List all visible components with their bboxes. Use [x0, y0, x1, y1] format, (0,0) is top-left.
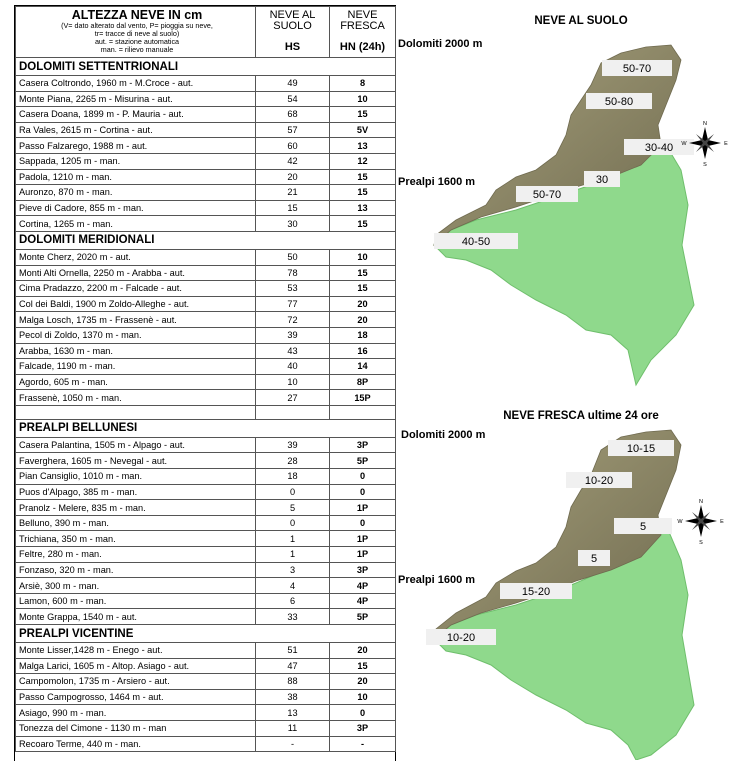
value-label: 30: [595, 174, 609, 186]
snow-depth-value: 39: [256, 327, 330, 343]
table-row: [16, 531, 396, 547]
station-name: Passo Falzarego, 1988 m - aut.: [16, 138, 256, 154]
value-label: 50-70: [622, 63, 652, 75]
fresh-snow-value: 0: [330, 705, 396, 721]
blank-cell: [256, 405, 330, 419]
table-row: [16, 658, 396, 674]
value-label: 10-15: [626, 443, 656, 455]
fresh-snow-value: 4P: [330, 578, 396, 594]
fresh-snow-value: 1P: [330, 531, 396, 547]
snow-depth-value: 78: [256, 265, 330, 281]
snow-data-table: [14, 5, 396, 761]
station-name: Cortina, 1265 m - man.: [16, 216, 256, 232]
snow-depth-value: 11: [256, 720, 330, 736]
snow-depth-value: 68: [256, 107, 330, 123]
table-row: [16, 359, 396, 375]
station-name: Casera Palantina, 1505 m - Alpago - aut.: [16, 437, 256, 453]
station-name: Belluno, 390 m - man.: [16, 515, 256, 531]
table-row: [16, 593, 396, 609]
blank-cell: [16, 405, 256, 419]
fresh-snow-title: NEVE FRESCA ultime 24 ore: [503, 410, 659, 422]
table-title: ALTEZZA NEVE IN cm: [71, 8, 203, 22]
section-header-row: [16, 625, 396, 643]
snow-depth-value: 43: [256, 343, 330, 359]
compass-e: E: [720, 519, 724, 525]
fresh-snow-value: 5V: [330, 122, 396, 138]
fresh-snow-value: 4P: [330, 593, 396, 609]
fresh-snow-value: 20: [330, 296, 396, 312]
value-label: 5: [639, 521, 647, 533]
fresh-snow-value: 15: [330, 658, 396, 674]
hn-code: HN (24h): [339, 41, 386, 53]
snow-depth-value: 27: [256, 390, 330, 406]
table-row: [16, 265, 396, 281]
table-row: [16, 720, 396, 736]
table-row: [16, 689, 396, 705]
station-name: Pecol di Zoldo, 1370 m - man.: [16, 327, 256, 343]
station-name: Asiago, 990 m - man.: [16, 705, 256, 721]
snow-depth-value: 1: [256, 547, 330, 563]
section-title: DOLOMITI MERIDIONALI: [16, 231, 256, 249]
value-label: 50-80: [604, 96, 634, 108]
station-name: Malga Losch, 1735 m - Frassenè - aut.: [16, 312, 256, 328]
snow-depth-value: 10: [256, 374, 330, 390]
compass-n: N: [699, 499, 703, 505]
value-label: 5: [590, 553, 598, 565]
snow-depth-value: 15: [256, 200, 330, 216]
snow-depth-value: 0: [256, 484, 330, 500]
station-name: Malga Larici, 1605 m - Altop. Asiago - aut.: [16, 658, 256, 674]
table-row: [16, 200, 396, 216]
fresh-snow-value: 13: [330, 138, 396, 154]
station-name: Casera Coltrondo, 1960 m - M.Croce - aut.: [16, 76, 256, 92]
section-filler: [256, 58, 330, 76]
table-row: [16, 469, 396, 485]
fresh-snow-value: 18: [330, 327, 396, 343]
station-name: Pieve di Cadore, 855 m - man.: [16, 200, 256, 216]
station-name: Feltre, 280 m - man.: [16, 547, 256, 563]
legend-line-2: tr= tracce di neve al suolo): [94, 29, 180, 38]
fresh-snow-value: 15: [330, 185, 396, 201]
snow-depth-value: 77: [256, 296, 330, 312]
compass-e: E: [724, 141, 728, 147]
snow-depth-value: 53: [256, 281, 330, 297]
section-title: DOLOMITI SETTENTRIONALI: [16, 58, 256, 76]
table-row: [16, 153, 396, 169]
table-row: [16, 578, 396, 594]
snow-depth-value: 54: [256, 91, 330, 107]
snow-depth-value: 33: [256, 609, 330, 625]
fresh-snow-value: 16: [330, 343, 396, 359]
value-label: 10-20: [446, 632, 476, 644]
fresh-snow-value: 15: [330, 265, 396, 281]
table-row: [16, 76, 396, 92]
section-filler: [256, 231, 330, 249]
fresh-snow-value: 20: [330, 674, 396, 690]
value-label: 15-20: [521, 586, 551, 598]
snow-depth-value: 38: [256, 689, 330, 705]
blank-row: [16, 405, 396, 419]
snow-ground-label-dolomiti: Dolomiti 2000 m: [398, 38, 483, 50]
table-row: [16, 643, 396, 659]
station-name: Puos d'Alpago, 385 m - man.: [16, 484, 256, 500]
fresh-snow-label-prealpi: Prealpi 1600 m: [398, 574, 476, 586]
section-header-row: [16, 231, 396, 249]
header-legend-cell: [16, 7, 256, 58]
snow-depth-value: 50: [256, 249, 330, 265]
fresh-snow-value: 12: [330, 153, 396, 169]
snow-depth-value: 49: [256, 76, 330, 92]
table-row: [16, 484, 396, 500]
station-name: Monti Alti Ornella, 2250 m - Arabba - aut.: [16, 265, 256, 281]
section-filler: [256, 625, 330, 643]
snow-depth-value: 5: [256, 500, 330, 516]
section-filler: [330, 58, 396, 76]
fresh-snow-value: 20: [330, 312, 396, 328]
legend-line-3: aut. = stazione automatica: [94, 37, 180, 46]
snow-depth-value: 42: [256, 153, 330, 169]
section-filler: [256, 419, 330, 437]
station-name: Monte Lisser,1428 m - Enego - aut.: [16, 643, 256, 659]
station-name: Recoaro Terme, 440 m - man.: [16, 736, 256, 752]
fresh-snow-value: 15: [330, 107, 396, 123]
station-name: Auronzo, 870 m - man.: [16, 185, 256, 201]
snow-depth-value: 47: [256, 658, 330, 674]
hs-header-line-2: SUOLO: [273, 20, 312, 32]
value-label: 30-40: [644, 142, 674, 154]
station-name: Cima Pradazzo, 2200 m - Falcade - aut.: [16, 281, 256, 297]
maps-svg: [396, 5, 746, 760]
table-row: [16, 312, 396, 328]
fresh-snow-value: 15P: [330, 390, 396, 406]
station-name: Arsiè, 300 m - man.: [16, 578, 256, 594]
fresh-snow-value: 15: [330, 281, 396, 297]
hn-header-line-2: FRESCA: [340, 20, 385, 32]
fresh-snow-value: 3P: [330, 562, 396, 578]
section-filler: [330, 625, 396, 643]
section-header-row: [16, 419, 396, 437]
station-name: Sappada, 1205 m - man.: [16, 153, 256, 169]
value-label: 10-20: [584, 475, 614, 487]
table-row: [16, 562, 396, 578]
station-name: Passo Campogrosso, 1464 m - aut.: [16, 689, 256, 705]
station-name: Frassenè, 1050 m - man.: [16, 390, 256, 406]
snow-depth-value: 60: [256, 138, 330, 154]
snow-depth-value: 39: [256, 437, 330, 453]
value-label: 50-70: [532, 189, 562, 201]
snow-depth-value: 21: [256, 185, 330, 201]
hs-code: HS: [284, 41, 301, 53]
station-name: Campomolon, 1735 m - Arsiero - aut.: [16, 674, 256, 690]
table-row: [16, 249, 396, 265]
fresh-snow-value: 15: [330, 216, 396, 232]
compass-rose-icon: [677, 499, 724, 546]
table-row: [16, 374, 396, 390]
station-name: Pian Cansiglio, 1010 m - man.: [16, 469, 256, 485]
snow-depth-value: 30: [256, 216, 330, 232]
table-row: [16, 437, 396, 453]
fresh-snow-value: 1P: [330, 547, 396, 563]
snow-depth-value: 88: [256, 674, 330, 690]
fresh-snow-value: 1P: [330, 500, 396, 516]
station-name: Arabba, 1630 m - man.: [16, 343, 256, 359]
table-row: [16, 216, 396, 232]
snow-depth-value: 13: [256, 705, 330, 721]
fresh-snow-value: 13: [330, 200, 396, 216]
fresh-snow-value: 5P: [330, 609, 396, 625]
snow-depth-value: 0: [256, 515, 330, 531]
compass-s: S: [699, 540, 703, 546]
fresh-snow-value: 10: [330, 689, 396, 705]
fresh-snow-value: 5P: [330, 453, 396, 469]
station-name: Casera Doana, 1899 m - P. Mauria - aut.: [16, 107, 256, 123]
station-name: Fonzaso, 320 m - man.: [16, 562, 256, 578]
table-row: [16, 674, 396, 690]
station-name: Agordo, 605 m - man.: [16, 374, 256, 390]
legend-line-4: man. = rilievo manuale: [100, 45, 174, 54]
station-name: Tonezza del Cimone - 1130 m - man: [16, 720, 256, 736]
station-name: Trichiana, 350 m - man.: [16, 531, 256, 547]
table-row: [16, 736, 396, 752]
table-row: [16, 185, 396, 201]
table-row: [16, 122, 396, 138]
section-title: PREALPI VICENTINE: [16, 625, 256, 643]
snow-ground-label-prealpi: Prealpi 1600 m: [398, 176, 476, 188]
fresh-snow-value: 0: [330, 469, 396, 485]
snow-depth-value: 72: [256, 312, 330, 328]
table-row: [16, 91, 396, 107]
station-name: Monte Cherz, 2020 m - aut.: [16, 249, 256, 265]
compass-s: S: [703, 162, 707, 168]
snow-depth-value: 4: [256, 578, 330, 594]
table-row: [16, 705, 396, 721]
compass-n: N: [703, 121, 707, 127]
snow-depth-value: -: [256, 736, 330, 752]
legend-line-1: (V= dato alterato dal vento, P= pioggia su neve,: [61, 21, 213, 30]
snow-depth-value: 40: [256, 359, 330, 375]
snow-depth-value: 28: [256, 453, 330, 469]
table-row: [16, 390, 396, 406]
table-row: [16, 500, 396, 516]
value-label: 40-50: [461, 236, 491, 248]
table-row: [16, 107, 396, 123]
section-filler: [330, 231, 396, 249]
header-hn-cell: [330, 7, 396, 58]
fresh-snow-value: 3P: [330, 720, 396, 736]
fresh-snow-label-dolomiti: Dolomiti 2000 m: [401, 429, 486, 441]
snow-depth-value: 57: [256, 122, 330, 138]
hs-header-line-1: NEVE AL: [269, 9, 316, 21]
table-row: [16, 609, 396, 625]
table-row: [16, 343, 396, 359]
table-header-row: [16, 7, 396, 58]
fresh-snow-value: 8P: [330, 374, 396, 390]
table-row: [16, 169, 396, 185]
fresh-snow-value: 3P: [330, 437, 396, 453]
snow-table: [15, 6, 396, 752]
fresh-snow-value: 14: [330, 359, 396, 375]
station-name: Faverghera, 1605 m - Nevegal - aut.: [16, 453, 256, 469]
section-header-row: [16, 58, 396, 76]
compass-w: W: [677, 519, 683, 525]
table-row: [16, 453, 396, 469]
station-name: Falcade, 1190 m - man.: [16, 359, 256, 375]
fresh-snow-value: -: [330, 736, 396, 752]
table-row: [16, 138, 396, 154]
fresh-snow-value: 20: [330, 643, 396, 659]
station-name: Padola, 1210 m - man.: [16, 169, 256, 185]
table-row: [16, 281, 396, 297]
station-name: Monte Grappa, 1540 m - aut.: [16, 609, 256, 625]
header-hs-cell: [256, 7, 330, 58]
section-filler: [330, 419, 396, 437]
section-title: PREALPI BELLUNESI: [16, 419, 256, 437]
snow-depth-value: 1: [256, 531, 330, 547]
snow-depth-value: 18: [256, 469, 330, 485]
fresh-snow-map: [398, 410, 694, 760]
snow-depth-value: 51: [256, 643, 330, 659]
station-name: Col dei Baldi, 1900 m Zoldo-Alleghe - aut.: [16, 296, 256, 312]
fresh-snow-value: 0: [330, 484, 396, 500]
station-name: Pranolz - Melere, 835 m - man.: [16, 500, 256, 516]
fresh-snow-value: 15: [330, 169, 396, 185]
table-row: [16, 327, 396, 343]
fresh-snow-value: 10: [330, 249, 396, 265]
compass-w: W: [681, 141, 687, 147]
hn-header-line-1: NEVE: [347, 9, 378, 21]
table-row: [16, 296, 396, 312]
snow-depth-value: 3: [256, 562, 330, 578]
table-row: [16, 515, 396, 531]
station-name: Monte Piana, 2265 m - Misurina - aut.: [16, 91, 256, 107]
fresh-snow-value: 10: [330, 91, 396, 107]
fresh-snow-value: 8: [330, 76, 396, 92]
blank-cell: [330, 405, 396, 419]
station-name: Ra Vales, 2615 m - Cortina - aut.: [16, 122, 256, 138]
snow-depth-value: 6: [256, 593, 330, 609]
snow-depth-value: 20: [256, 169, 330, 185]
station-name: Lamon, 600 m - man.: [16, 593, 256, 609]
map-panel: [396, 5, 746, 760]
snow-ground-title: NEVE AL SUOLO: [534, 15, 628, 27]
fresh-snow-value: 0: [330, 515, 396, 531]
snow-ground-map: [398, 15, 694, 385]
table-row: [16, 547, 396, 563]
